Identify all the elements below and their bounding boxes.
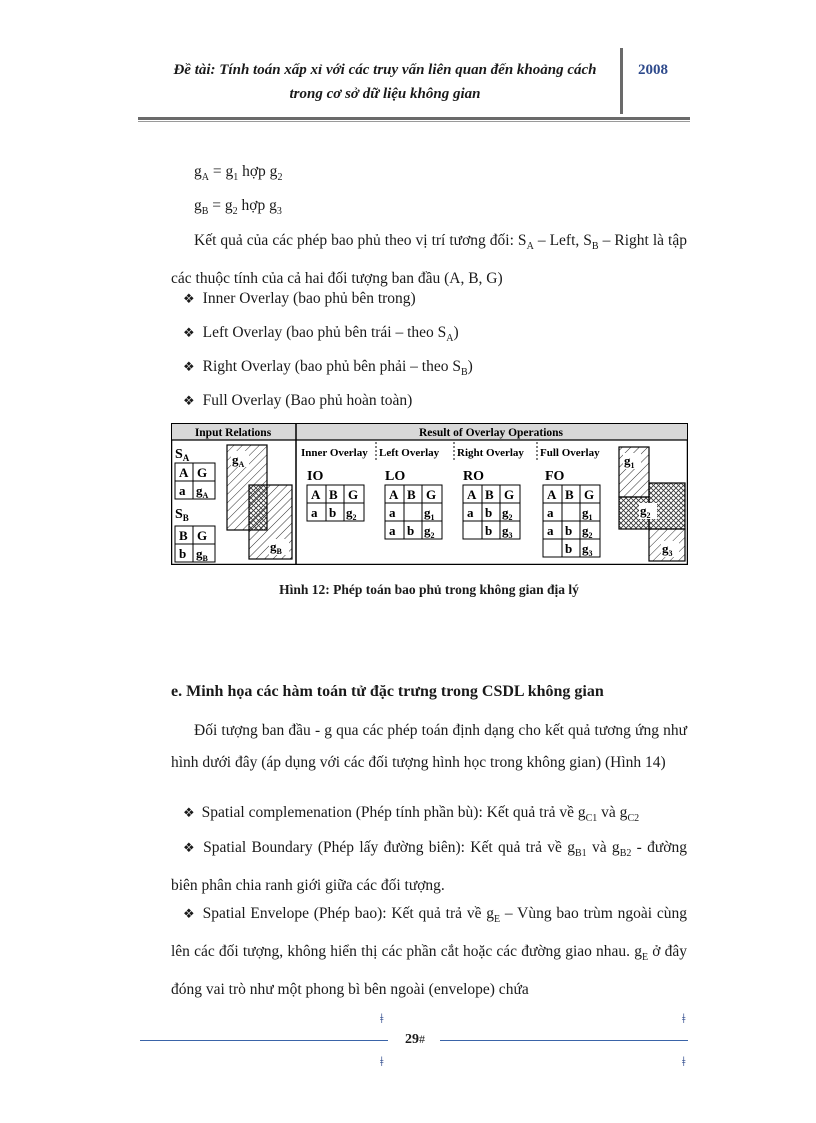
diamond-bullet-icon: ❖: [183, 840, 197, 855]
header-title-line1: Đề tài: Tính toán xấp xỉ với các truy vấn liên quan đến khoảng cách: [173, 62, 597, 78]
section-heading: e. Minh họa các hàm toán tử đặc trưng trong CSDL không gian: [171, 683, 604, 700]
header-title-line2: trong cơ sở dữ liệu không gian: [289, 86, 481, 102]
diamond-bullet-icon: ❖: [183, 393, 195, 408]
svg-text:a: a: [547, 523, 554, 538]
svg-text:a: a: [311, 505, 318, 520]
svg-text:G: G: [584, 487, 595, 502]
svg-text:g2: $g_2$: [424, 523, 435, 540]
svg-text:gB: $g_B$: [196, 546, 208, 563]
svg-text:a: a: [467, 505, 474, 520]
formula-ga: $g_A = g_1$ hợp $g_2$: [194, 163, 283, 184]
svg-text:g2: $g_2$: [582, 523, 593, 540]
header-rule: [138, 117, 690, 120]
name-ro: RO: [463, 469, 484, 484]
footer-mark-bottom-center: ǂ: [380, 1055, 384, 1070]
paragraph-initial-object: Đối tượng ban đầu - g qua các phép toán định dạng cho kết quả tương ứng như hình dưới đây (áp dụng với các đối tượng hình học trong không gian) (Hình 14): [171, 722, 687, 771]
paragraph-overlay-result: Kết quả của các phép bao phủ theo vị trí tương đối: $S_A$ – Left, $S_B$ – Right là tập các thuộc tính của cả hai đối tượng ban đầu (A, B, G): [171, 232, 687, 288]
svg-text:g3: $g_3$: [662, 541, 673, 558]
svg-text:g1: $g_1$: [424, 505, 435, 522]
svg-text:g3: $g_3$: [502, 523, 513, 540]
diamond-bullet-icon: ❖: [183, 805, 195, 820]
svg-text:gA: $g_A$: [232, 452, 245, 469]
svg-text:B: B: [407, 487, 416, 502]
svg-text:B: B: [179, 528, 188, 543]
svg-text:G: G: [504, 487, 515, 502]
bullet-inner-overlay: ❖ Inner Overlay (bao phủ bên trong): [183, 290, 416, 307]
svg-text:b: b: [565, 523, 573, 538]
page-number: 29#: [405, 1032, 425, 1047]
bullet-left-overlay: ❖ Left Overlay (bao phủ bên trái – theo $S_A$): [183, 324, 459, 345]
caption-text: Phép toán bao phủ trong không gian địa lý: [329, 582, 579, 597]
svg-text:b: b: [485, 523, 493, 538]
bullet-spatial-complementation: ❖ Spatial complemenation (Phép tính phần bù): Kết quả trả về $g_{C1}$ và $g_{C2}$: [183, 804, 640, 825]
svg-text:b: b: [565, 541, 573, 556]
svg-text:A: A: [311, 487, 321, 502]
footer-line-right: [440, 1040, 688, 1041]
diamond-bullet-icon: ❖: [183, 906, 196, 921]
bullet-full-overlay: ❖ Full Overlay (Bao phủ hoàn toàn): [183, 392, 413, 409]
op-full-overlay: Full Overlay: [540, 447, 600, 459]
overlay-figure: [171, 423, 688, 565]
svg-text:gB: $g_B$: [270, 539, 282, 556]
svg-text:B: B: [565, 487, 574, 502]
svg-text:g2: $g_2$: [640, 503, 651, 520]
svg-text:G: G: [348, 487, 359, 502]
svg-text:B: B: [485, 487, 494, 502]
sb-label: $S_B$: [175, 507, 189, 523]
svg-text:G: G: [197, 528, 208, 543]
overlay-results-header: Result of Overlay Operations: [418, 427, 564, 439]
diamond-bullet-icon: ❖: [183, 359, 195, 374]
footer-mark-top-right: ǂ: [682, 1012, 686, 1027]
svg-text:g1: $g_1$: [582, 505, 593, 522]
diamond-bullet-icon: ❖: [183, 325, 195, 340]
svg-text:A: A: [179, 465, 189, 480]
footer-mark-top-center: ǂ: [380, 1012, 384, 1027]
svg-text:G: G: [426, 487, 437, 502]
svg-text:A: A: [389, 487, 399, 502]
svg-text:b: b: [179, 546, 187, 561]
svg-text:a: a: [389, 523, 396, 538]
svg-text:b: b: [329, 505, 337, 520]
bullet-right-overlay: ❖ Right Overlay (bao phủ bên phải – theo $S_B$): [183, 358, 473, 379]
name-fo: FO: [545, 469, 565, 484]
svg-text:A: A: [467, 487, 477, 502]
name-lo: LO: [385, 469, 406, 484]
svg-text:A: A: [547, 487, 557, 502]
svg-text:G: G: [197, 465, 208, 480]
svg-text:gA: $g_A$: [196, 483, 209, 500]
svg-text:a: a: [547, 505, 554, 520]
op-inner-overlay: Inner Overlay: [301, 447, 368, 459]
bullet-spatial-boundary: ❖ Spatial Boundary (Phép lấy đường biên): Kết quả trả về $g_{B1}$ và $g_{B2}$ - đường biên phân chia ranh giới giữa các đối tượng.: [171, 839, 687, 895]
figure-caption: [171, 582, 687, 598]
svg-text:g2: $g_2$: [346, 505, 357, 522]
caption-label: Hình 12:: [279, 582, 330, 597]
formula-gb: $g_B = g_2$ hợp $g_3$: [194, 197, 282, 218]
header-rule-thin: [138, 121, 690, 122]
input-relations-header: Input Relations: [194, 427, 272, 439]
svg-text:b: b: [485, 505, 493, 520]
svg-text:a: a: [179, 483, 186, 498]
svg-text:g2: $g_2$: [502, 505, 513, 522]
svg-text:B: B: [329, 487, 338, 502]
diamond-bullet-icon: ❖: [183, 291, 195, 306]
name-io: IO: [307, 469, 324, 484]
op-left-overlay: Left Overlay: [379, 447, 440, 459]
svg-text:a: a: [389, 505, 396, 520]
svg-text:g1: $g_1$: [624, 453, 635, 470]
header-year: 2008: [638, 62, 668, 78]
footer-mark-bottom-right: ǂ: [682, 1055, 686, 1070]
header-divider: [620, 48, 623, 114]
svg-text:b: b: [407, 523, 415, 538]
op-right-overlay: Right Overlay: [457, 447, 524, 459]
svg-text:g3: $g_3$: [582, 541, 593, 558]
header-title: [150, 58, 620, 106]
bullet-spatial-envelope: ❖ Spatial Envelope (Phép bao): Kết quả trả về $g_E$ – Vùng bao trùm ngoài cùng lên các đối tượng, không hiển thị các phần cắt hoặc các đường giao nhau. $g_E$ ở đây đóng vai trò như một phong bì bên ngoài (envelope) chứa: [171, 905, 688, 999]
sa-label: $S_A$: [175, 447, 190, 463]
footer-line-left: [140, 1040, 388, 1041]
